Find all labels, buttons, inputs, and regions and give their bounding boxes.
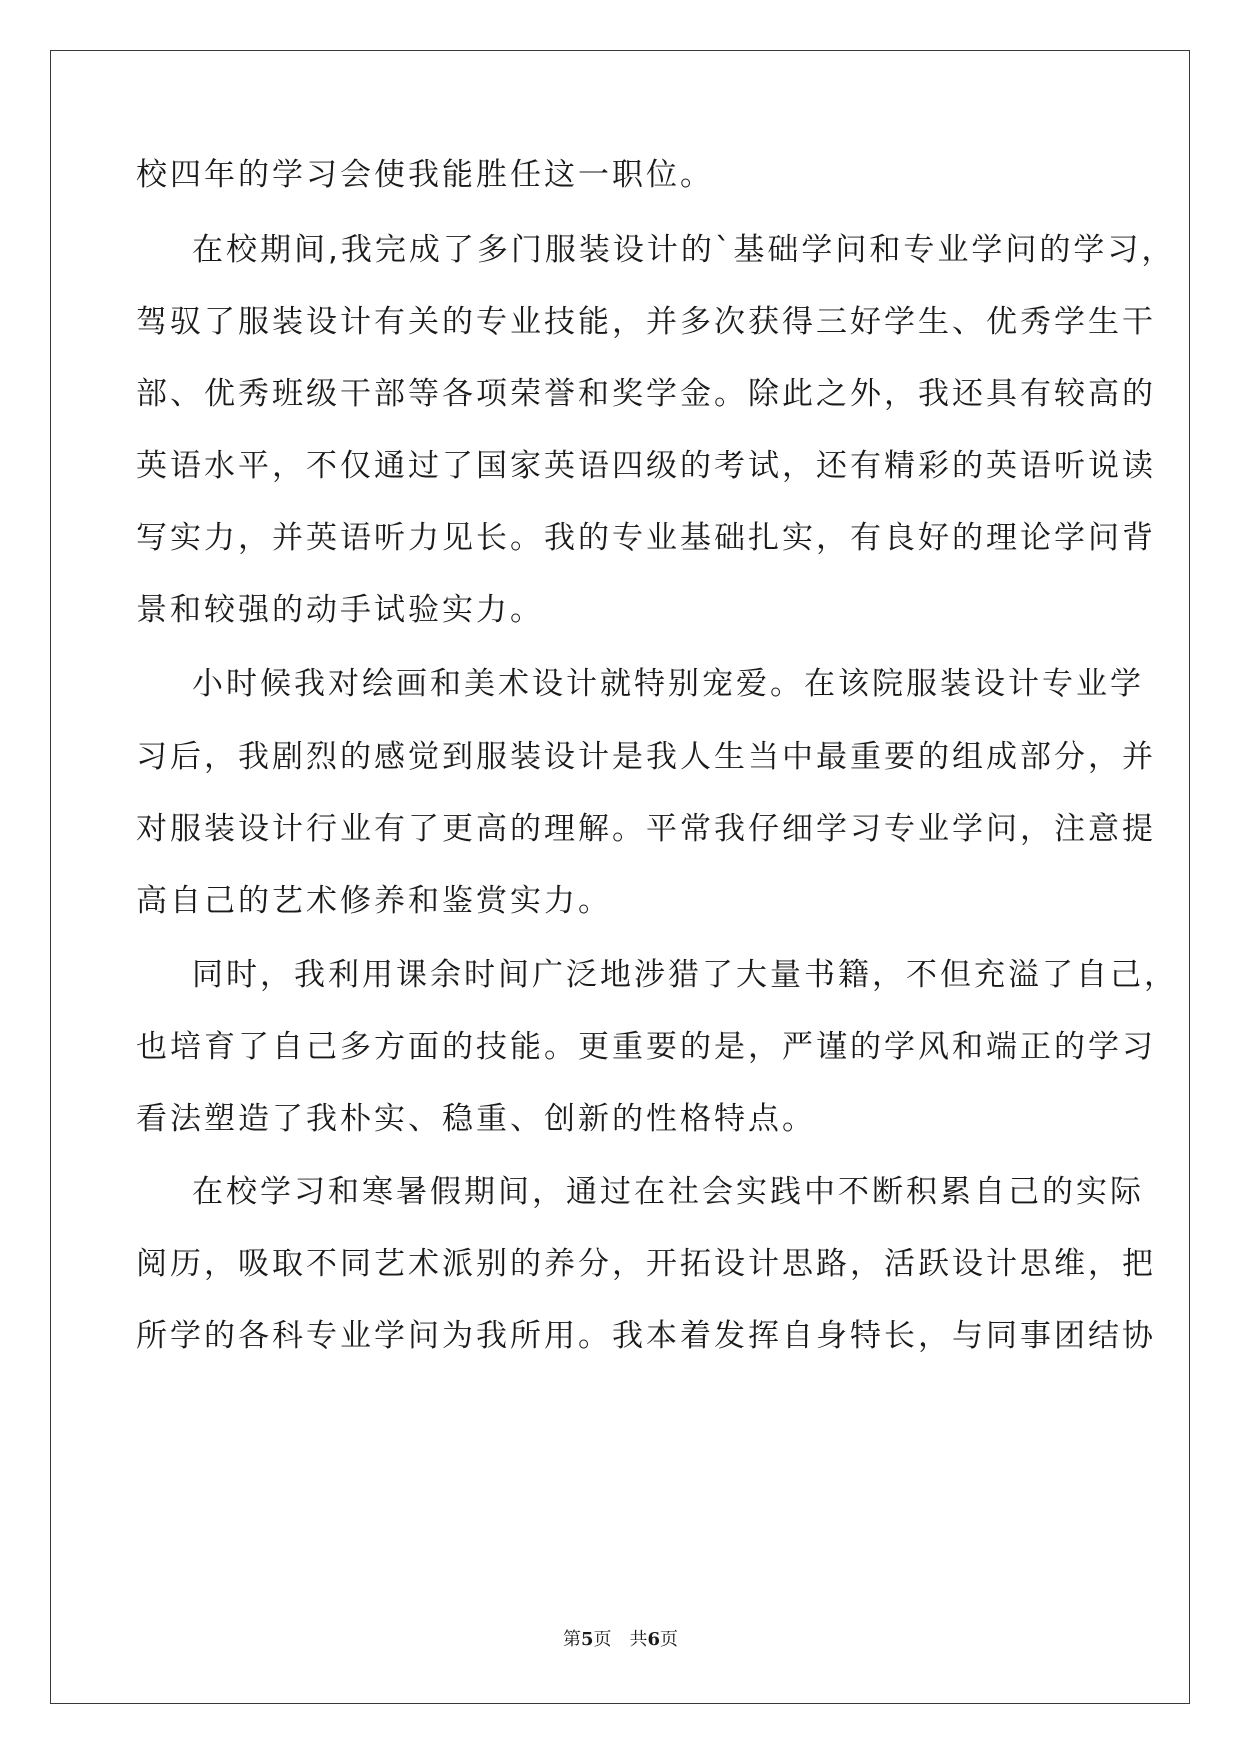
page-suffix: 页 bbox=[593, 1629, 612, 1650]
text-line: 阅历，吸取不同艺术派别的养分，开拓设计思路，活跃设计思维，把 bbox=[136, 1246, 1156, 1282]
text-line: 英语水平，不仅通过了国家英语四级的考试，还有精彩的英语听说读 bbox=[136, 448, 1156, 484]
text-line: 写实力，并英语听力见长。我的专业基础扎实，有良好的理论学问背 bbox=[136, 520, 1156, 556]
text-line: 同时，我利用课余时间广泛地涉猎了大量书籍，不但充溢了自己， bbox=[192, 957, 1178, 993]
text-line: 看法塑造了我朴实、稳重、创新的性格特点。 bbox=[136, 1101, 816, 1137]
text-line: 所学的各科专业学问为我所用。我本着发挥自身特长，与同事团结协 bbox=[136, 1318, 1156, 1354]
text-line: 高自己的艺术修养和鉴赏实力。 bbox=[136, 883, 612, 919]
text-line: 驾驭了服装设计有关的专业技能，并多次获得三好学生、优秀学生干 bbox=[136, 304, 1156, 340]
total-prefix: 共 bbox=[629, 1629, 648, 1650]
text-line: 也培育了自己多方面的技能。更重要的是，严谨的学风和端正的学习 bbox=[136, 1029, 1156, 1065]
text-line: 校四年的学习会使我能胜任这一职位。 bbox=[136, 157, 714, 193]
text-line: 在校学习和寒暑假期间，通过在社会实践中不断积累自己的实际 bbox=[192, 1174, 1144, 1210]
page-border bbox=[50, 50, 1190, 1704]
text-line: 对服装设计行业有了更高的理解。平常我仔细学习专业学问，注意提 bbox=[136, 811, 1156, 847]
text-line: 景和较强的动手试验实力。 bbox=[136, 592, 544, 628]
current-page-number: 5 bbox=[580, 1629, 594, 1650]
text-line: 小时候我对绘画和美术设计就特别宠爱。在该院服装设计专业学 bbox=[192, 666, 1144, 702]
text-line: 部、优秀班级干部等各项荣誉和奖学金。除此之外，我还具有较高的 bbox=[136, 376, 1156, 412]
total-page-number: 6 bbox=[647, 1629, 661, 1650]
text-line: 在校期间,我完成了多门服装设计的`基础学问和专业学问的学习， bbox=[192, 232, 1176, 268]
total-suffix: 页 bbox=[660, 1629, 679, 1650]
text-line: 习后，我剧烈的感觉到服装设计是我人生当中最重要的组成部分，并 bbox=[136, 739, 1156, 775]
page-prefix: 第 bbox=[562, 1629, 581, 1650]
page-footer bbox=[0, 1628, 1241, 1652]
